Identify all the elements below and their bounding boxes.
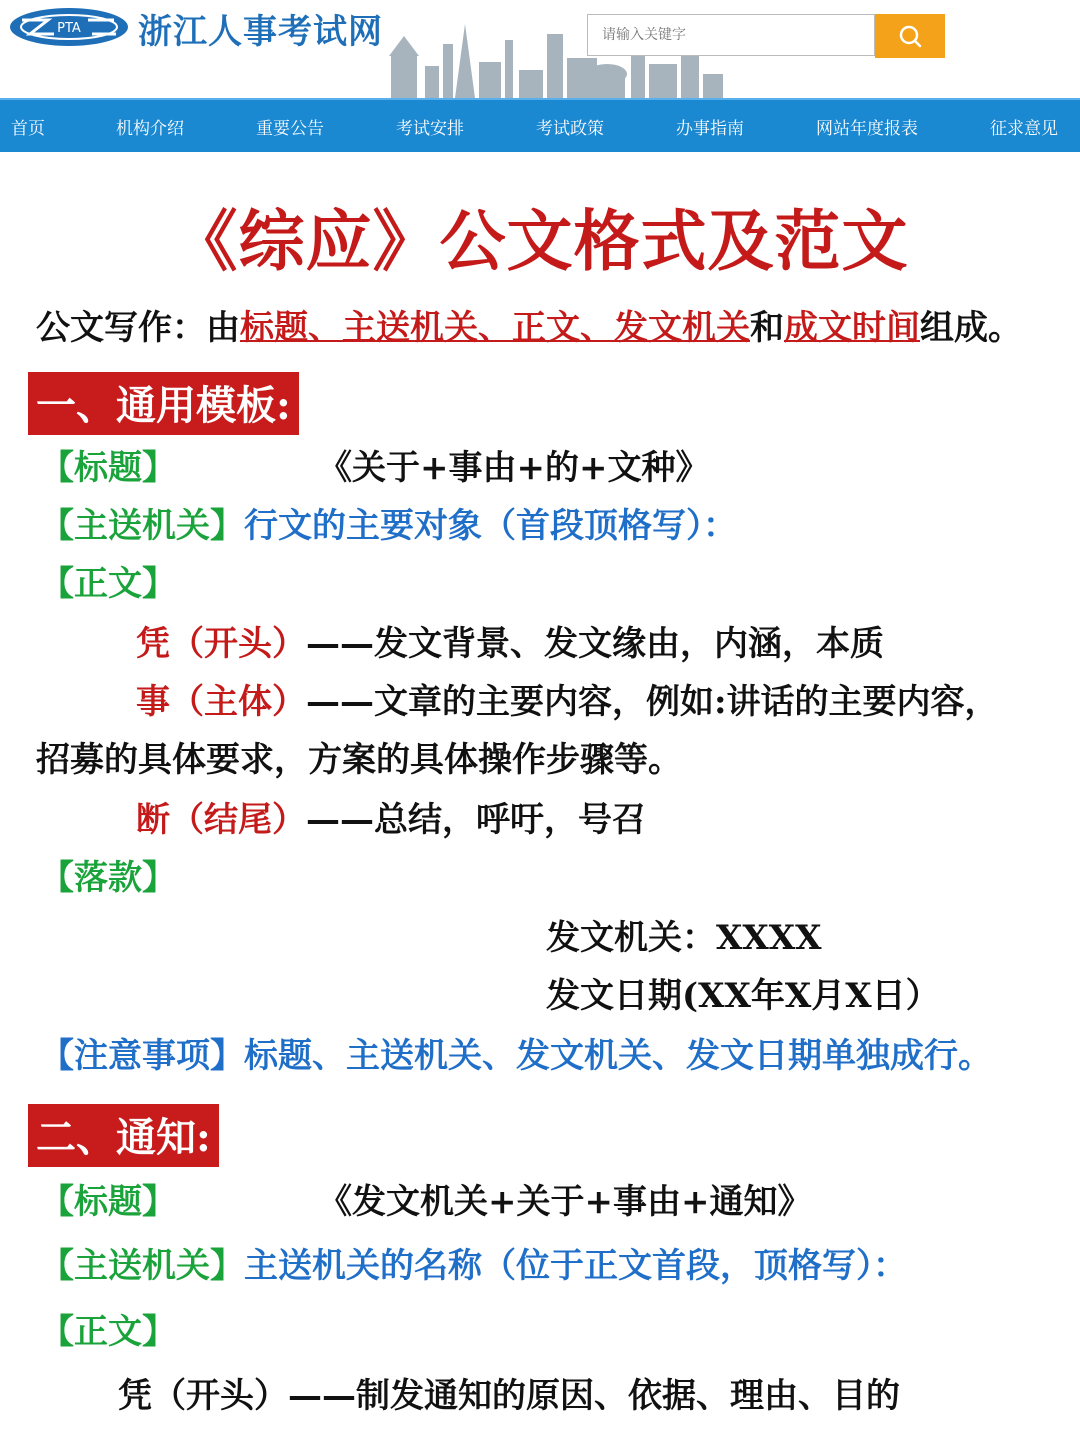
s1-duan-label: 断（结尾）	[136, 800, 306, 840]
nav-item-announcements[interactable]: 重要公告	[256, 119, 324, 139]
nav-item-feedback[interactable]: 征求意见	[990, 119, 1058, 139]
pta-logo-icon[interactable]	[8, 6, 130, 48]
s1-sign-date: 发文日期(XX年X月X日）	[546, 976, 940, 1016]
intro-parts-b: 成文时间	[784, 308, 920, 348]
s1-body-tag: 【正文】	[40, 564, 176, 604]
s1-addressee-value: 行文的主要对象（首段顶格写）：	[244, 506, 737, 546]
nav-item-exam-policy[interactable]: 考试政策	[536, 119, 604, 139]
s1-ping-label: 凭（开头）	[136, 624, 306, 664]
search-icon	[897, 23, 923, 49]
s1-shi-text: ——文章的主要内容，例如:讲话的主要内容，	[306, 682, 999, 722]
intro-parts-a: 标题、主送机关、正文、发文机关	[240, 308, 750, 348]
s1-shi-line	[136, 674, 999, 723]
s2-ping-text: 凭（开头）——制发通知的原因、依据、理由、目的	[118, 1376, 900, 1416]
s1-ping-text: ——发文背景、发文缘由，内涵，本质	[306, 624, 884, 664]
search-button[interactable]	[875, 14, 945, 58]
s2-title-value: 《发文机关+关于+事由+通知》	[318, 1182, 812, 1222]
intro-and: 和	[750, 308, 784, 348]
intro-line	[36, 300, 1022, 349]
section1-heading: 一、通用模板:	[28, 372, 299, 435]
page-title: 《综应》公文格式及范文	[171, 202, 909, 280]
s1-title-value: 《关于+事由+的+文种》	[318, 448, 710, 488]
logo-text: PTA	[57, 21, 81, 36]
s2-addressee-line	[40, 1238, 907, 1287]
s2-addressee-value: 主送机关的名称（位于正文首段，顶格写）：	[244, 1246, 907, 1286]
site-header	[0, 0, 1080, 98]
nav-item-annual-report[interactable]: 网站年度报表	[816, 119, 918, 139]
s1-ping-line	[136, 616, 884, 665]
s1-note-text: 标题、主送机关、发文机关、发文日期单独成行。	[244, 1036, 992, 1076]
site-title[interactable]: 浙江人事考试网	[138, 12, 383, 52]
s1-addressee-line	[40, 498, 737, 547]
s2-addressee-tag: 【主送机关】	[40, 1246, 244, 1286]
nav-item-about[interactable]: 机构介绍	[116, 119, 184, 139]
section2-heading: 二、通知:	[28, 1104, 219, 1167]
s2-body-tag: 【正文】	[40, 1312, 176, 1352]
s1-shi-text-cont: 招募的具体要求，方案的具体操作步骤等。	[36, 740, 682, 780]
s1-addressee-tag: 【主送机关】	[40, 506, 244, 546]
s1-sign-tag: 【落款】	[40, 858, 176, 898]
s1-shi-label: 事（主体）	[136, 682, 306, 722]
s1-duan-line	[136, 792, 646, 841]
search-input[interactable]	[587, 14, 875, 56]
nav-item-home[interactable]: 首页	[11, 119, 45, 139]
intro-suffix: 组成。	[920, 308, 1022, 348]
intro-prefix: 公文写作：由	[36, 308, 240, 348]
s1-note-line	[40, 1028, 992, 1077]
nav-item-guide[interactable]: 办事指南	[676, 119, 744, 139]
nav-item-exam-schedule[interactable]: 考试安排	[396, 119, 464, 139]
s2-title-tag: 【标题】	[40, 1182, 176, 1222]
s1-duan-text: ——总结，呼吁，号召	[306, 800, 646, 840]
s1-note-tag: 【注意事项】	[40, 1036, 244, 1076]
main-nav	[0, 98, 1080, 152]
s1-title-tag: 【标题】	[40, 448, 176, 488]
s1-sign-org: 发文机关：XXXX	[546, 918, 822, 958]
